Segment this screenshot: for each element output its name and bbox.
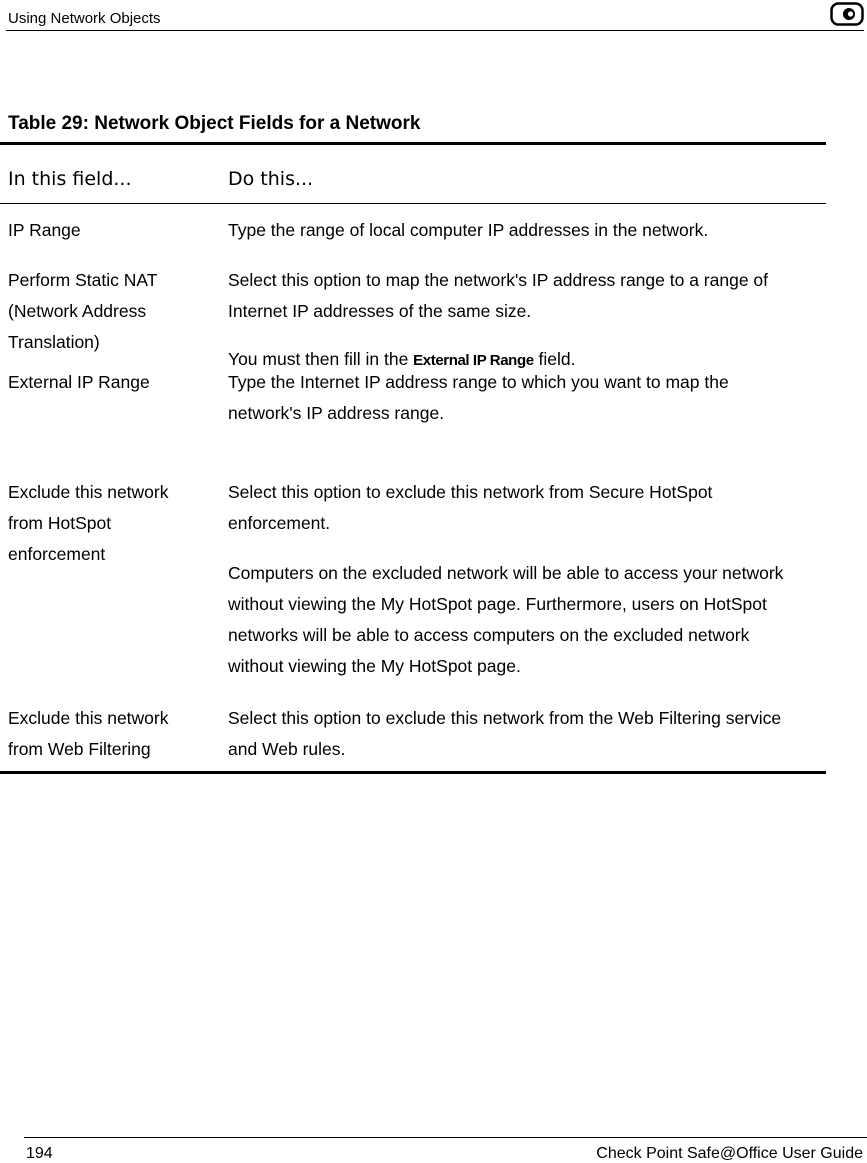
guide-title: Check Point Safe@Office User Guide <box>596 1145 863 1162</box>
table-top-rule <box>0 142 826 145</box>
table-row-field: Exclude this network from Web Filtering <box>8 708 169 759</box>
table-row-field: Perform Static NAT (Network Address Translation) <box>8 270 158 352</box>
table-row-desc: Select this option to exclude this network from the Web Filtering service and Web rules. <box>228 708 782 759</box>
table-row-desc: Type the Internet IP address range to which you want to map the network's IP address range. <box>228 372 729 423</box>
table-row-desc: Select this option to exclude this network from Secure HotSpot enforcement. <box>228 482 713 533</box>
field-reference: External IP Range <box>413 352 534 369</box>
table-row-desc: Select this option to map the network's IP address range to a range of Internet IP addresses of the same size. <box>228 270 769 321</box>
table-row-note: You must then fill in the External IP Range field. <box>228 349 576 369</box>
table-row-desc: Type the range of local computer IP addresses in the network. <box>228 220 709 240</box>
table-row-field: External IP Range <box>8 372 150 392</box>
table-title: Table 29: Network Object Fields for a Network <box>8 113 421 134</box>
column-header-action: Do this... <box>228 168 314 190</box>
table-bottom-rule <box>0 771 826 774</box>
check-point-logo-icon <box>830 2 864 26</box>
header-title: Using Network Objects <box>8 10 161 27</box>
column-header-field: In this field... <box>8 168 132 190</box>
footer-rule <box>24 1137 867 1138</box>
page-header <box>6 8 864 31</box>
table-row-field: IP Range <box>8 220 81 240</box>
header-divider <box>0 203 826 204</box>
table-row-desc: Computers on the excluded network will be able to access your network without viewing the My HotSpot page. Furthermore, users on HotSpot networks will be able to access computers on the excluded network without viewing the My HotSpot page. <box>228 563 784 676</box>
page-number: 194 <box>26 1145 53 1162</box>
table-row-field: Exclude this network from HotSpot enforcement <box>8 482 169 564</box>
